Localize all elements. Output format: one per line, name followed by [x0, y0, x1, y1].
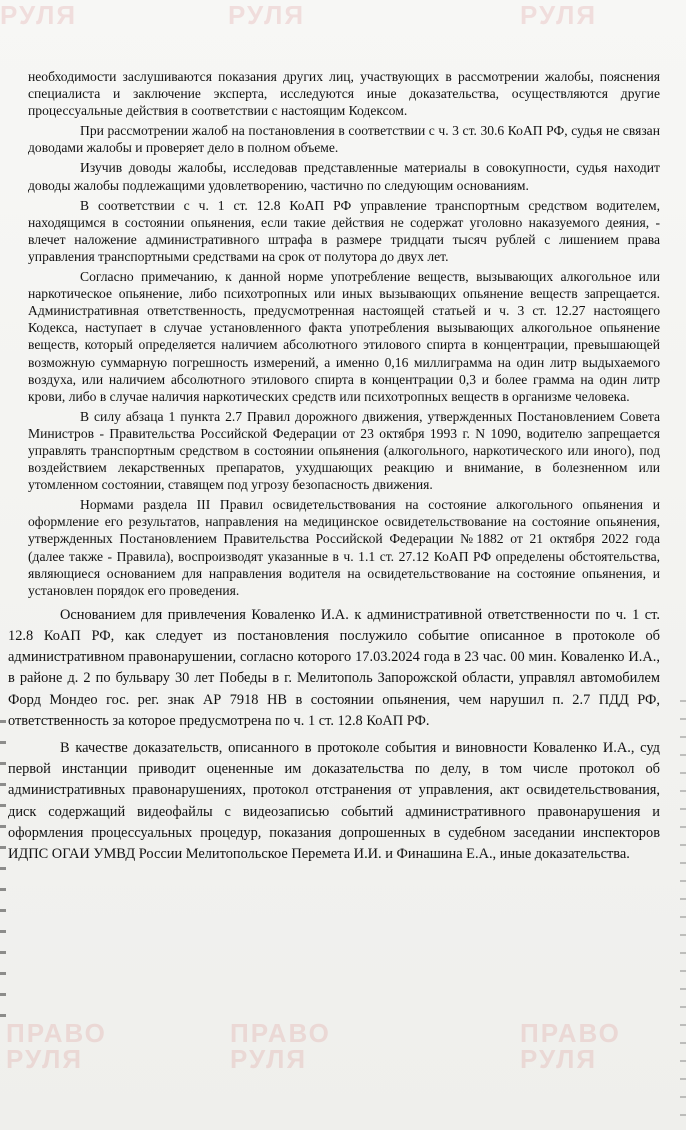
document-body — [8, 68, 660, 865]
paragraph: При рассмотрении жалоб на постановления в соответствии с ч. 3 ст. 30.6 КоАП РФ, судья не связан доводами жалобы и проверяет дело в полном объеме. — [28, 123, 660, 156]
paragraph: В соответствии с ч. 1 ст. 12.8 КоАП РФ управление транспортным средством водителем, находящимся в состоянии опьянения, если такие действия не содержат уголовно наказуемого деяния, - влечет наложение административного штрафа в размере тридцати тысяч рублей с лишением права управления транспортными средствами на срок от полутора до двух лет. — [28, 197, 660, 264]
paragraph: В качестве доказательств, описанного в протоколе события и виновности Коваленко И.А., суд первой инстанции приводит оцененные им доказательства по делу, в том числе протокол об административных правонарушениях, протокол отстранения от управления, акт освидетельствования, диск содержащий видеофайлы с видеозаписью событий административного правонарушения и оформления процессуальных процедур, показания допрошенных в судебном заседании инспекторов ИДПС ОГАИ УМВД России Мелитопольское Перемета И.И. и Финашина Е.А., иные доказательства. — [8, 740, 660, 863]
scan-edge — [680, 700, 686, 1120]
watermark-logo: ПРАВО РУЛЯ — [520, 1018, 621, 1074]
scan-edge — [0, 720, 6, 1020]
paragraph: Изучив доводы жалобы, исследовав представленные материалы в совокупности, судья находит доводы жалобы подлежащими удовлетворению, частично по следующим основаниям. — [28, 160, 660, 193]
paragraph: необходимости заслушиваются показания других лиц, участвующих в рассмотрении жалобы, пояснения специалиста и заключение эксперта, исследуются иные доказательства, осуществляются другие процессуальные действия в соответствии с настоящим Кодексом. — [28, 69, 660, 119]
watermark-logo: РУЛЯ — [228, 0, 306, 30]
paragraph: Согласно примечанию, к данной норме употребление веществ, вызывающих алкогольное или наркотическое опьянение, либо психотропных или иных вызывающих опьянение веществ запрещается. Административная ответственность, предусмотренная настоящей статьей и ч. 3 ст. 12.27 настоящего Кодекса, наступает в случае установленного факта употребления вызывающих алкогольное опьянение веществ, который определяется наличием абсолютного этилового спирта в концентрации, превышающей возможную суммарную погрешность измерений, а именно 0,16 миллиграмма на один литр выдыхаемого воздуха, или наличием абсолютного этилового спирта в концентрации 0,3 и более грамма на один литр крови, либо в случае наличия наркотических средств или психотропных веществ в организме человека. — [28, 269, 660, 404]
paragraph: В силу абзаца 1 пункта 2.7 Правил дорожного движения, утвержденных Постановлением Совета Министров - Правительства Российской Федерации от 23 октября 1993 г. N 1090, водителю запрещается управлять транспортным средством в состоянии опьянения (алкогольного, наркотического или иного), под воздействием лекарственных препаратов, ухудшающих реакцию и внимание, в болезненном или утомленном состоянии, ставящем под угрозу безопасность движения. — [28, 408, 660, 493]
watermark-logo: РУЛЯ — [0, 0, 78, 30]
paragraph: Нормами раздела III Правил освидетельствования на состояние алкогольного опьянения и оформление его результатов, направления на медицинское освидетельствование на состояние опьянения, утвержденных Постановлением Правительства Российской Федерации №1882 от 21 октября 2022 года (далее также - Правила), воспроизводят указанные в ч. 1.1 ст. 27.12 КоАП РФ определены обстоятельства, являющиеся основанием для направления водителя на освидетельствование на состояние опьянения, и установлен порядок его проведения. — [28, 497, 660, 598]
watermark-logo: ПРАВО РУЛЯ — [230, 1018, 331, 1074]
watermark-logo: ПРАВО РУЛЯ — [6, 1018, 107, 1074]
paragraph: Основанием для привлечения Коваленко И.А. к административной ответственности по ч. 1 ст. 12.8 КоАП РФ, как следует из постановления послужило событие описанное в протоколе об административном правонарушении, согласно которого 17.03.2024 года в 23 час. 00 мин. Коваленко И.А., в районе д. 2 по бульвару 30 лет Победы в г. Мелитополь Запорожской области, управлял автомобилем Форд Мондео гос. рег. знак АР 7918 НВ в состоянии опьянения, чем нарушил п. 2.7 ПДД РФ, ответственность за которое предусмотрена по ч. 1 ст. 12.8 КоАП РФ. — [8, 606, 660, 729]
watermark-logo: РУЛЯ — [520, 0, 598, 30]
